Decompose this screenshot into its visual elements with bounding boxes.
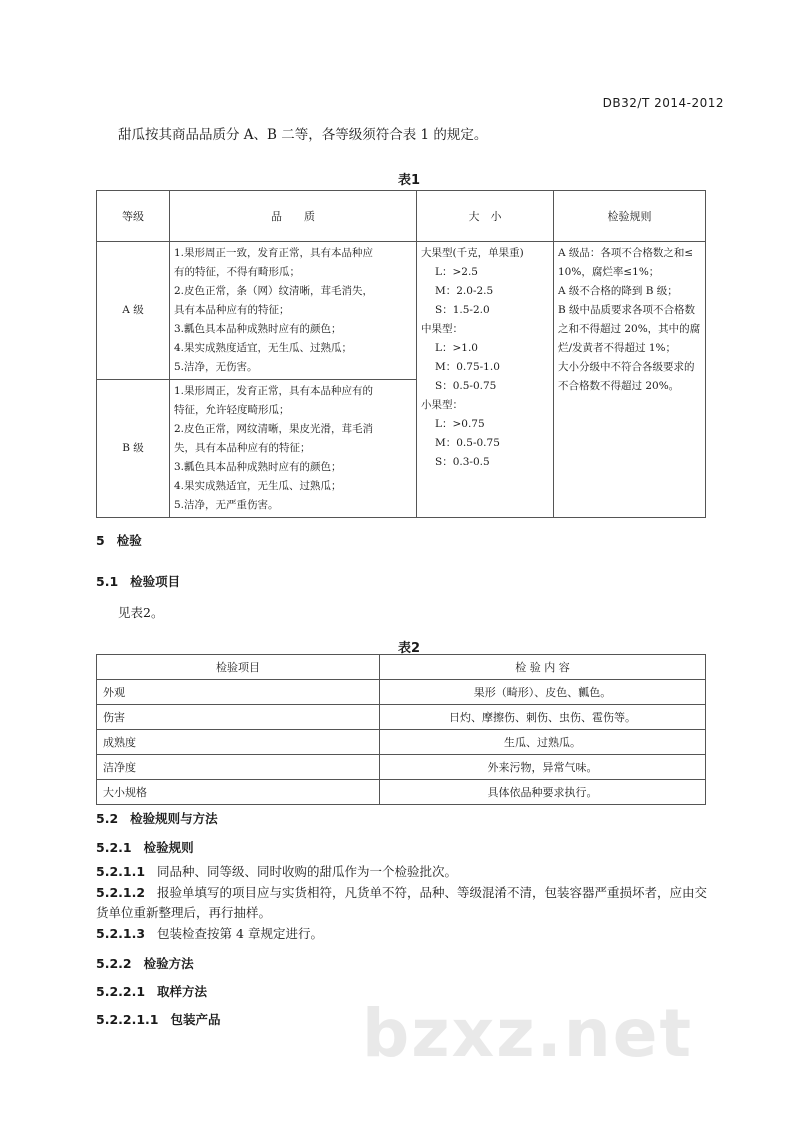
quality-line: 1.果形周正一致，发育正常，具有本品种应 (174, 247, 374, 259)
section-5-2-2-1-heading (96, 982, 207, 1000)
item-cell: 洁净度 (97, 755, 380, 780)
section-5-1-heading (96, 572, 180, 590)
table-row (97, 780, 706, 805)
table-row (97, 730, 706, 755)
section-title: 检验规则 (143, 840, 194, 855)
grade-cell-b: B 级 (97, 380, 170, 518)
quality-line: 2.皮色正常，条（网）纹清晰，茸毛消失， (174, 285, 374, 297)
size-line: M：0.75-1.0 (435, 361, 500, 373)
quality-line: 特征，允许轻度畸形瓜； (174, 404, 290, 416)
quality-line: 具有本品种应有的特征； (174, 304, 290, 316)
quality-line: 4.果实成熟度适宜，无生瓜、过熟瓜； (174, 342, 353, 354)
table1-header-quality: 品 质 (170, 191, 417, 242)
quality-cell-b (170, 380, 417, 518)
size-line: S：1.5-2.0 (435, 304, 490, 316)
rules-line: 不合格数不得超过 20%。 (558, 380, 680, 392)
quality-line: 有的特征，不得有畸形瓜； (174, 266, 300, 278)
item-cell: 外观 (97, 680, 380, 705)
content-cell: 外来污物，异常气味。 (380, 755, 706, 780)
section-title: 检验方法 (143, 956, 194, 971)
section-5-2-heading (96, 809, 218, 827)
table2-header-content: 检 验 内 容 (380, 655, 706, 680)
watermark: bzxz.net (362, 995, 694, 1072)
size-cell (417, 242, 554, 518)
section-5-2-2-1-1-heading (96, 1010, 221, 1028)
table1-caption: 表1 (398, 173, 421, 188)
size-line: 大果型(千克，单果重) (421, 247, 524, 259)
content-cell: 具体依品种要求执行。 (380, 780, 706, 805)
size-line: S：0.3-0.5 (435, 456, 490, 468)
content-cell: 生瓜、过熟瓜。 (380, 730, 706, 755)
section-number: 5.2 (96, 811, 119, 826)
clause-text: 包装检查按第 4 章规定进行。 (157, 926, 323, 941)
clause-number: 5.2.1.1 (96, 864, 146, 879)
quality-line: 失，具有本品种应有的特征； (174, 442, 311, 454)
size-line: M：2.0-2.5 (435, 285, 494, 297)
intro-paragraph: 甜瓜按其商品品质分 A、B 二等，各等级须符合表 1 的规定。 (118, 127, 488, 143)
rules-cell (554, 242, 706, 518)
section-number: 5.2.2.1 (96, 984, 146, 999)
section-5-2-2-heading (96, 954, 194, 972)
inspection-items-table (96, 654, 706, 805)
content-cell: 日灼、摩擦伤、刺伤、虫伤、雹伤等。 (380, 705, 706, 730)
section-number: 5.2.2 (96, 956, 132, 971)
quality-line: 2.皮色正常，网纹清晰，果皮光滑，茸毛消 (174, 423, 374, 435)
table-row (97, 705, 706, 730)
quality-line: 1.果形周正，发育正常，具有本品种应有的 (174, 385, 374, 397)
clause-5-2-1-3 (96, 924, 716, 944)
clause-text: 同品种、同等级、同时收购的甜瓜作为一个检验批次。 (157, 864, 458, 879)
section-title: 检验规则与方法 (130, 811, 218, 826)
section-number: 5 (96, 533, 105, 548)
quality-line: 3.瓤色具本品种成熟时应有的颜色； (174, 461, 342, 473)
rules-line: 之和不得超过 20%，其中的腐 (558, 323, 701, 335)
rules-line: 烂/发黄者不得超过 1%； (558, 342, 677, 354)
item-cell: 大小规格 (97, 780, 380, 805)
section-title: 包装产品 (170, 1012, 221, 1027)
size-line: L：>1.0 (435, 342, 478, 354)
size-line: L：>2.5 (435, 266, 478, 278)
rules-line: A 级品：各项不合格数之和≤ (558, 247, 694, 259)
clause-5-2-1-1 (96, 862, 716, 882)
size-line: L：>0.75 (435, 418, 485, 430)
table2-header-item: 检验项目 (97, 655, 380, 680)
rules-line: 10%，腐烂率≤1%； (558, 266, 660, 278)
quality-line: 5.洁净，无严重伤害。 (174, 499, 279, 511)
size-line: 中果型： (421, 323, 463, 335)
clause-number: 5.2.1.3 (96, 926, 146, 941)
rules-line: B 级中品质要求各项不合格数 (558, 304, 696, 316)
rules-line: 大小分级中不符合各级要求的 (558, 361, 695, 373)
table1-header-grade: 等级 (97, 191, 170, 242)
quality-line: 5.洁净，无伤害。 (174, 361, 258, 373)
rules-line: A 级不合格的降到 B 级； (558, 285, 678, 297)
standard-code: DB32/T 2014-2012 (602, 96, 724, 110)
section-5-2-1-heading (96, 838, 194, 856)
grade-table (96, 190, 706, 518)
section-number: 5.2.1 (96, 840, 132, 855)
table-row (97, 680, 706, 705)
clause-number: 5.2.1.2 (96, 885, 146, 900)
quality-cell-a (170, 242, 417, 380)
section-title: 检验项目 (130, 574, 181, 589)
grade-cell-a: A 级 (97, 242, 170, 380)
table-row (97, 755, 706, 780)
section-title: 检验 (116, 533, 142, 548)
clause-5-2-1-2 (96, 883, 716, 923)
section-number: 5.2.2.1.1 (96, 1012, 159, 1027)
see-table2-text: 见表2。 (118, 605, 164, 620)
item-cell: 伤害 (97, 705, 380, 730)
size-line: S：0.5-0.75 (435, 380, 497, 392)
size-line: 小果型： (421, 399, 463, 411)
clause-text: 报验单填写的项目应与实货相符，凡货单不符，品种、等级混淆不清，包装容器严重损坏者，应由交货单位重新整理后，再行抽样。 (96, 885, 708, 920)
section-5-heading (96, 531, 142, 549)
table2-caption: 表2 (398, 641, 421, 656)
size-line: M：0.5-0.75 (435, 437, 500, 449)
content-cell: 果形（畸形）、皮色、瓤色。 (380, 680, 706, 705)
quality-line: 3.瓤色具本品种成熟时应有的颜色； (174, 323, 342, 335)
table1-header-rules: 检验规则 (554, 191, 706, 242)
section-title: 取样方法 (157, 984, 208, 999)
table1-header-size: 大 小 (417, 191, 554, 242)
section-number: 5.1 (96, 574, 119, 589)
item-cell: 成熟度 (97, 730, 380, 755)
quality-line: 4.果实成熟适宜，无生瓜、过熟瓜； (174, 480, 342, 492)
